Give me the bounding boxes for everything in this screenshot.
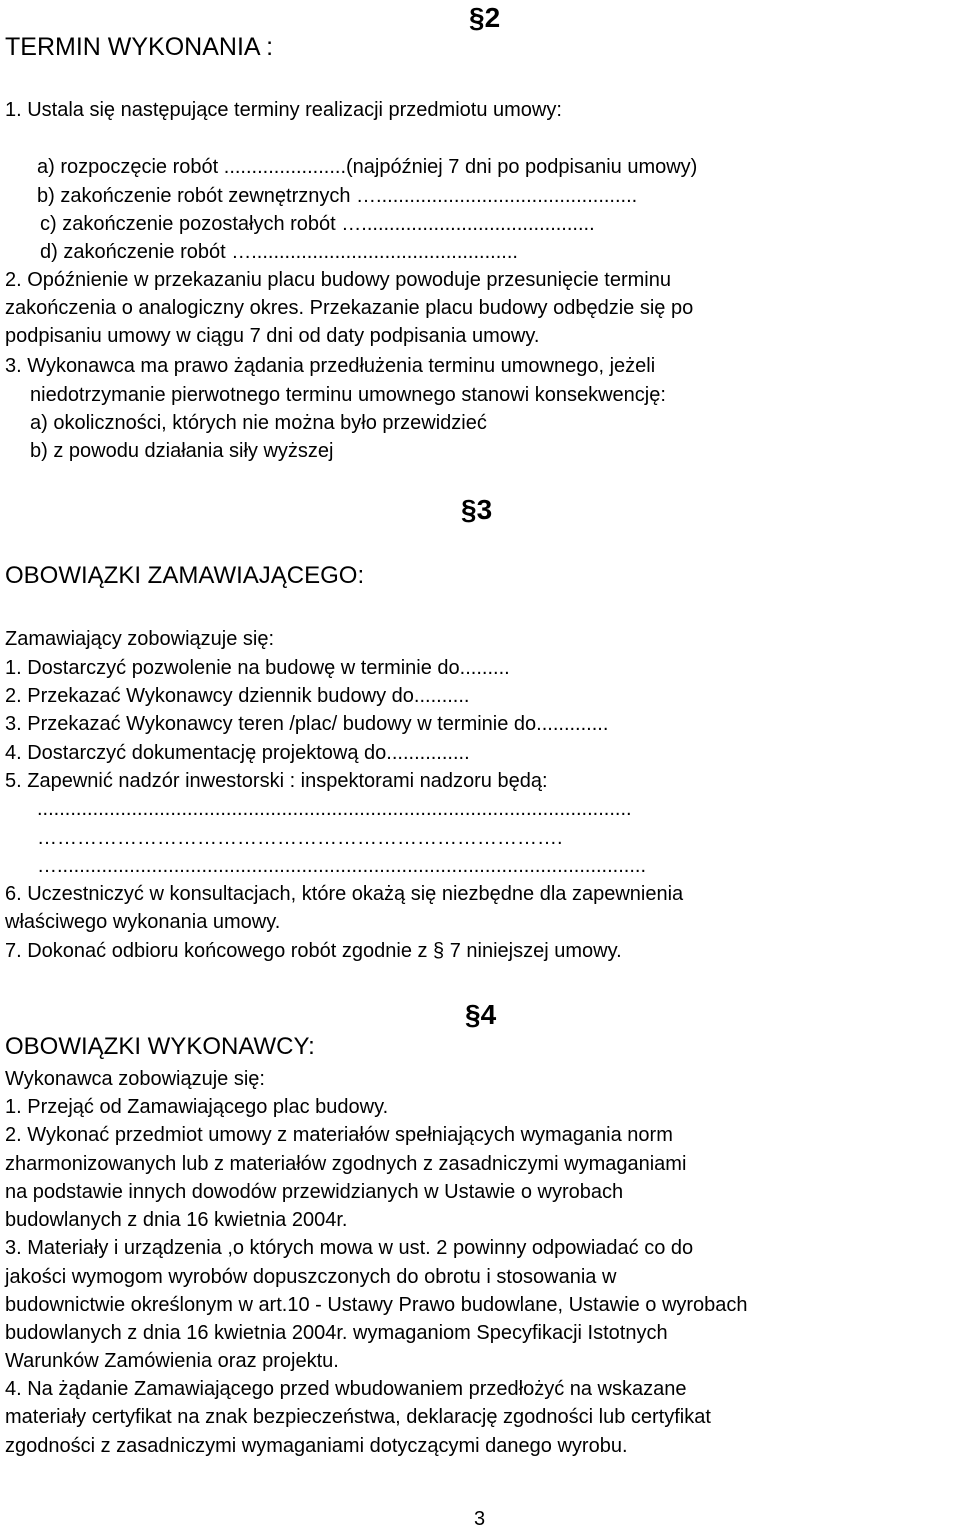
s3-item-3: 3. Przekazać Wykonawcy teren /plac/ budowy w terminie do............. (5, 713, 609, 735)
s2-p2-line1: 2. Opóźnienie w przekazaniu placu budowy powoduje przesunięcie terminu (5, 269, 671, 291)
s2-p3-line1: 3. Wykonawca ma prawo żądania przedłużenia terminu umownego, jeżeli (5, 355, 656, 377)
s2-p2-line2: zakończenia o analogiczny okres. Przekazanie placu budowy odbędzie się po (5, 297, 694, 319)
s2-item-d: d) zakończenie robót …................................................ (40, 241, 518, 263)
s2-item-b: b) zakończenie robót zewnętrznych …............................................... (37, 185, 638, 207)
section-2-sign: §2 (469, 2, 501, 33)
s2-item-1: 1. Ustala się następujące terminy realizacji przedmiotu umowy: (5, 99, 562, 121)
s2-p3-line2: niedotrzymanie pierwotnego terminu umownego stanowi konsekwencję: (30, 384, 666, 406)
section-2-heading: TERMIN WYKONANIA : (5, 33, 274, 61)
s4-item-2-line3: na podstawie innych dowodów przewidzianych w Ustawie o wyrobach (5, 1181, 624, 1203)
s3-item-6-line2: właściwego wykonania umowy. (5, 911, 281, 933)
section-4-heading: OBOWIĄZKI WYKONAWCY: (5, 1033, 315, 1060)
section-3-sign: §3 (461, 494, 493, 525)
s2-p3-b: b) z powodu działania siły wyższej (30, 440, 334, 462)
s4-item-3-line5: Warunków Zamówienia oraz projektu. (5, 1350, 339, 1372)
s3-intro: Zamawiający zobowiązuje się: (5, 628, 275, 650)
s4-item-1: 1. Przejąć od Zamawiającego plac budowy. (5, 1096, 389, 1118)
s4-item-3-line3: budownictwie określonym w art.10 - Ustawy Prawo budowlane, Ustawie o wyrobach (5, 1294, 748, 1316)
s3-item-1: 1. Dostarczyć pozwolenie na budowę w terminie do......... (5, 657, 510, 679)
s4-item-4-line3: zgodności z zasadniczymi wymaganiami dotyczącymi danego wyrobu. (5, 1435, 628, 1457)
s3-item-6-line1: 6. Uczestniczyć w konsultacjach, które okażą się niezbędne dla zapewnienia (5, 883, 684, 905)
s4-intro: Wykonawca zobowiązuje się: (5, 1068, 265, 1090)
page-number: 3 (474, 1508, 486, 1530)
s4-item-3-line1: 3. Materiały i urządzenia ,o których mowa w ust. 2 powinny odpowiadać co do (5, 1237, 694, 1259)
section-3-heading: OBOWIĄZKI ZAMAWIAJĄCEGO: (5, 562, 365, 589)
s2-item-a: a) rozpoczęcie robót ......................(najpóźniej 7 dni po podpisaniu umowy) (37, 156, 698, 178)
s3-item-7: 7. Dokonać odbioru końcowego robót zgodnie z § 7 niniejszej umowy. (5, 940, 622, 962)
s4-item-4-line1: 4. Na żądanie Zamawiającego przed wbudowaniem przedłożyć na wskazane (5, 1378, 687, 1400)
s4-item-3-line2: jakości wymogom wyrobów dopuszczonych do obrotu i stosowania w (5, 1266, 617, 1288)
s3-dots-1: ........................................................................................................... (37, 798, 632, 820)
section-4-sign: §4 (465, 999, 497, 1030)
s4-item-2-line4: budowlanych z dnia 16 kwietnia 2004r. (5, 1209, 348, 1231)
s3-dots-3: ….......................................................................................................... (37, 855, 647, 877)
s3-item-5: 5. Zapewnić nadzór inwestorski : inspektorami nadzoru będą: (5, 770, 548, 792)
s3-item-2: 2. Przekazać Wykonawcy dziennik budowy do.......... (5, 685, 470, 707)
s3-item-4: 4. Dostarczyć dokumentację projektową do............... (5, 742, 470, 764)
s2-p2-line3: podpisaniu umowy w ciągu 7 dni od daty podpisania umowy. (5, 325, 540, 347)
s4-item-3-line4: budowlanych z dnia 16 kwietnia 2004r. wymaganiom Specyfikacji Istotnych (5, 1322, 668, 1344)
s4-item-2-line1: 2. Wykonać przedmiot umowy z materiałów spełniających wymagania norm (5, 1124, 673, 1146)
s4-item-4-line2: materiały certyfikat na znak bezpieczeństwa, deklarację zgodności lub certyfikat (5, 1406, 711, 1428)
s2-item-c: c) zakończenie pozostałych robót ….......................................... (40, 213, 595, 235)
s3-dots-2: ……………………………………………………………………. (37, 827, 563, 849)
s4-item-2-line2: zharmonizowanych lub z materiałów zgodnych z zasadniczymi wymaganiami (5, 1153, 687, 1175)
s2-p3-a: a) okoliczności, których nie można było przewidzieć (30, 412, 487, 434)
